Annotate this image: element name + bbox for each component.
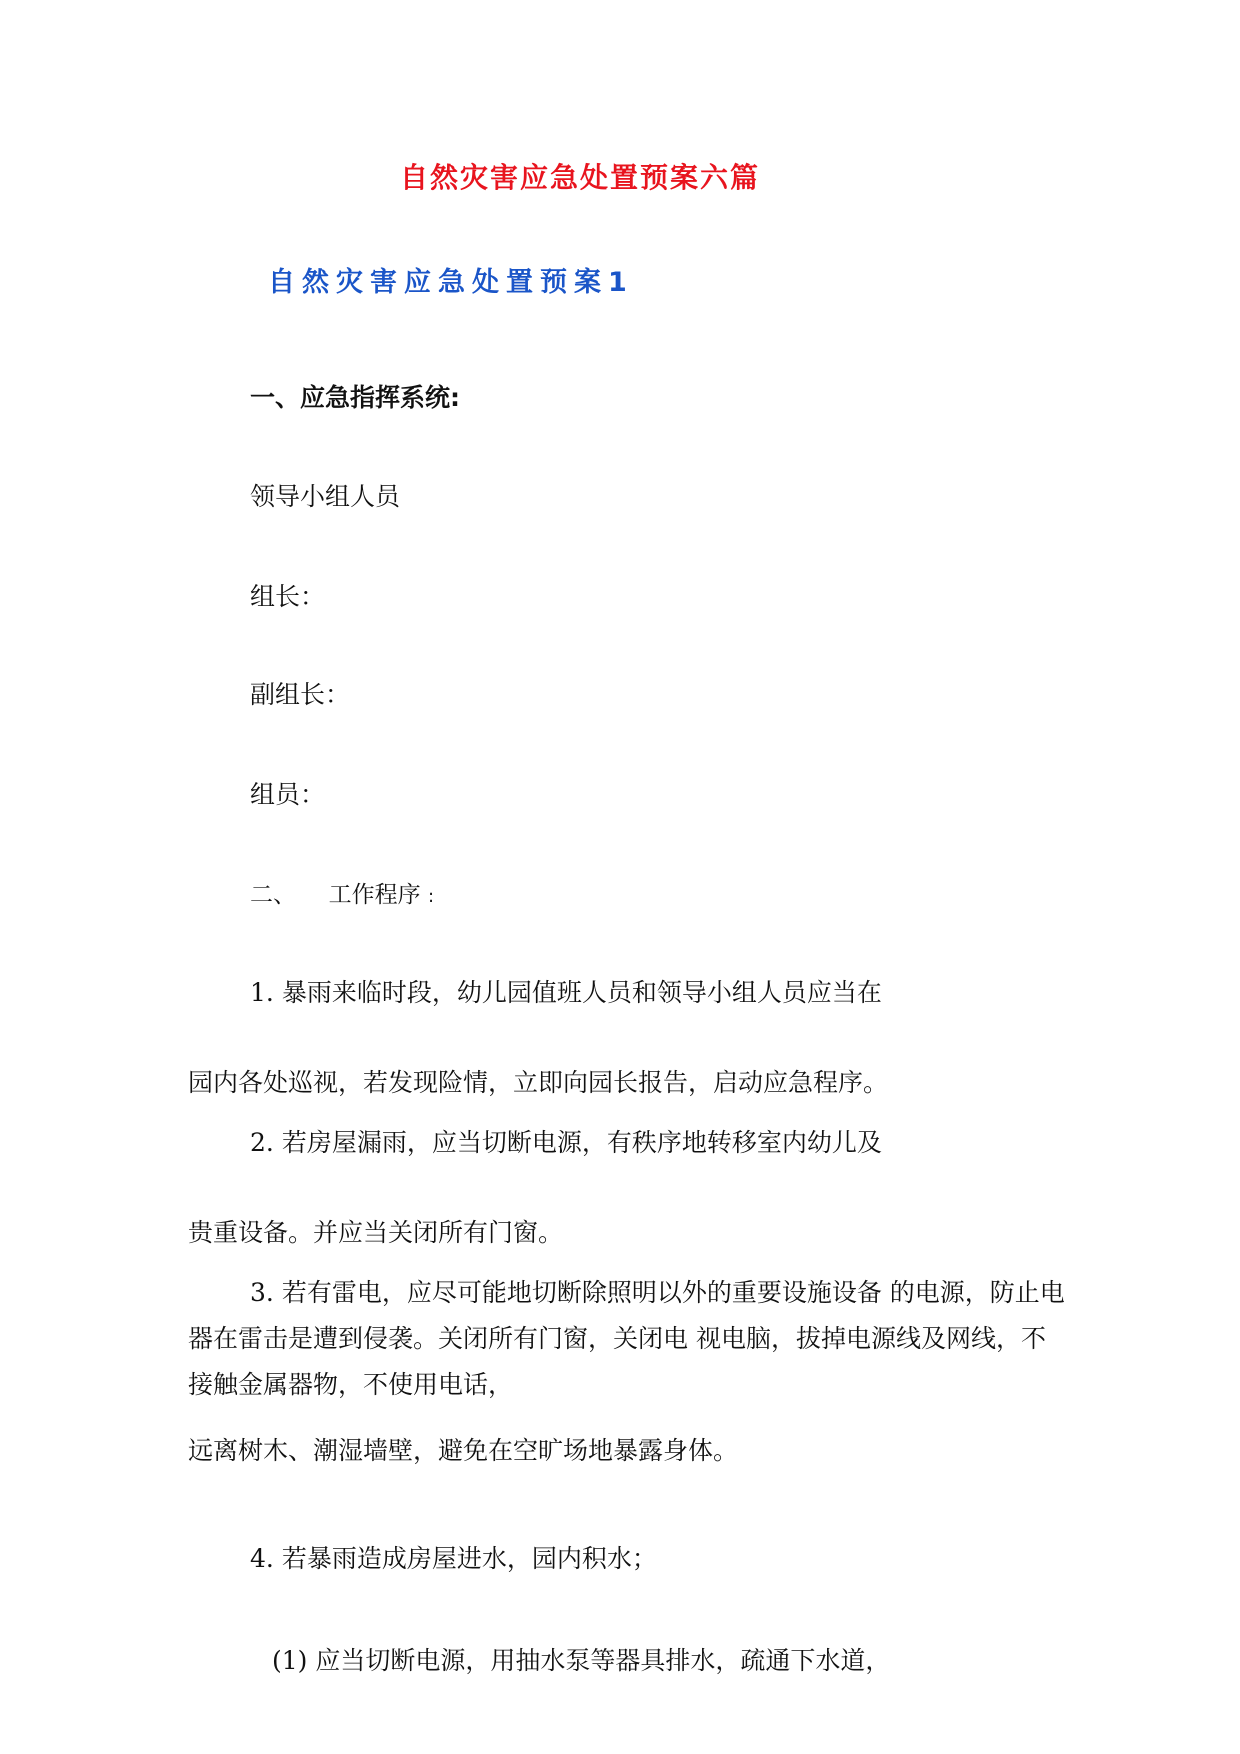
item3-line2: 器在雷击是遭到侵袭。关闭所有门窗，关闭电 视电脑，拔掉电源线及网线，不	[188, 1324, 1046, 1353]
item2-text-line1: 若房屋漏雨，应当切断电源，有秩序地转移室内幼儿及	[281, 1128, 882, 1157]
sub-item1-number: (1)	[272, 1646, 308, 1675]
item2-line1	[250, 1128, 882, 1158]
item2-line2: 贵重设备。并应当关闭所有门窗。	[188, 1218, 564, 1247]
item1-text-line1: 暴雨来临时段，幼儿园值班人员和领导小组人员应当在	[281, 978, 882, 1007]
item3-line4: 远离树木、潮湿墙壁，避免在空旷场地暴露身体。	[188, 1436, 739, 1465]
sub-item1-line1	[272, 1646, 890, 1676]
section2-heading-colon: :	[427, 886, 435, 907]
item3-line1	[250, 1278, 1065, 1308]
leader-group-label: 领导小组人员	[250, 482, 401, 511]
section1-heading: 一、应急指挥系统:	[250, 383, 460, 412]
sub-item1-text-line1: 应当切断电源，用抽水泵等器具排水，疏通下水道，	[315, 1646, 891, 1675]
item4-number: 4.	[250, 1544, 274, 1573]
item1-line2: 园内各处巡视，若发现险情，立即向园长报告，启动应急程序。	[188, 1068, 889, 1097]
leader-label: 组长：	[250, 582, 326, 611]
section2-heading-text: 工作程序	[328, 882, 421, 908]
item1-line1	[250, 978, 882, 1008]
item3-number: 3.	[250, 1278, 274, 1307]
item4-text-line1: 若暴雨造成房屋进水，园内积水；	[281, 1544, 657, 1573]
deputy-leader-label: 副组长：	[250, 680, 351, 709]
item3-line3: 接触金属器物，不使用电话，	[188, 1370, 514, 1399]
item2-number: 2.	[250, 1128, 274, 1157]
document-subtitle: 自然灾害应急处置预案1	[268, 267, 634, 298]
section2-heading-num: 二、	[250, 882, 296, 908]
document-title: 自然灾害应急处置预案六篇	[399, 161, 760, 194]
item3-text-line1: 若有雷电，应尽可能地切断除照明以外的重要设施设备 的电源，防止电	[281, 1278, 1065, 1307]
section2-heading	[250, 880, 434, 912]
item4-line1	[250, 1544, 657, 1574]
members-label: 组员：	[250, 780, 326, 809]
item1-number: 1.	[250, 978, 274, 1007]
